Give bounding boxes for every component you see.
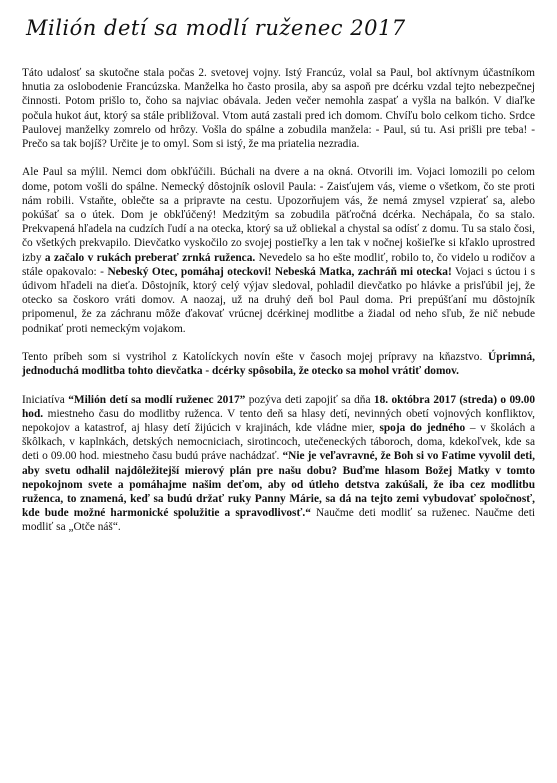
bold-text-run: 18. októbra 2017 (streda) o 09.00 hod.: [22, 393, 535, 420]
bold-text-run: a začalo v rukách preberať zrnká ruženca.: [44, 251, 256, 264]
text-run: Naučme deti modliť sa ruženec. Naučme deti modliť sa „Otče náš“.: [22, 507, 535, 534]
bold-text-run: spoja do jedného: [379, 422, 466, 435]
page-title: Milión detí sa modlí ruženec 2017: [26, 16, 406, 40]
bold-text-run: “Nie je veľavravné, že Boh si vo Fatime vyvolil deti, aby svetu odhalil najdôležitejší mierový plán pre našu dobu? Buďme hlasom Božej Matky v tomto nepokojnom svete a pomáhajme našim deťom, aby od útleho detstva zakúšali, že iba cez modlitbu ruženca, to znamená, keď sa budú držať ruky Panny Márie, sa dá na tejto zemi vybudovať spoločnosť, kde bude možné harmonické spolužitie a spravodlivosť.“: [22, 450, 535, 520]
paragraph-1: [22, 66, 535, 151]
text-run: Nevedelo sa ho ešte modliť, robilo to, čo videlo u rodičov a stále opakovalo: -: [22, 251, 535, 278]
bold-text-run: Úprimná, jednoduchá modlitba tohto dievčatka - dcérky spôsobila, že otecko sa mohol vrátiť domov.: [22, 351, 535, 378]
text-run: Táto udalosť sa skutočne stala počas 2. svetovej vojny. Istý Francúz, volal sa Paul, bol aktívnym účastníkom hnutia za oslobodenie Francúzska. Manželka ho často prosila, aby sa aspoň pre dcérku vzdal tejto nebezpečnej činnosti. Potom prišlo to, čoho sa najviac obávala. Jeden večer nemohla zaspať a vyšla na balkón. V diaľke počula hukot áut, ktorý sa stále približoval. Vtom autá zastali pred ich domom. Chvíľu bolo celkom ticho. Srdce Paulovej manželky zomrelo od hrôzy. Vošla do spálne a zobudila manžela: - Paul, sú tu. Asi prišli pre teba! - Prečo sa tak bojíš? Určite je to omyl. Som si istý, že ma priatelia nezradia.: [22, 67, 535, 151]
text-run: Vojaci s úctou i s údivom hľadeli na dieťa. Dôstojník, ktorý celý výjav sledoval, pohladil dievčatko po hlávke a prisľúbil jej, že otecko sa čoskoro vráti domov. A naozaj, už na druhý deň bol Paul doma. Pri prepúšťaní mu dôstojník pripomenul, že za záchranu môže ďakovať vrúcnej dcérkinej modlitbe a žiadal od neho sľub, že nič nebude podnikať proti nemeckým vojakom.: [22, 265, 535, 335]
text-run: Iniciatíva: [22, 393, 69, 406]
bold-text-run: Nebeský Otec, pomáhaj oteckovi! Nebeská Matka, zachráň mi otecka!: [107, 265, 452, 278]
text-run: – v školách a škôlkach, v kaplnkách, detských nemocniciach, sirotincoch, utečeneckých táboroch, doma, kdekoľvek, kde sa deti o 09.00 hod. miestneho času budú práve nachádzať.: [22, 422, 535, 463]
paragraph-4: [22, 393, 535, 535]
text-run: pozýva deti zapojiť sa dňa: [245, 393, 374, 406]
text-run: Ale Paul sa mýlil. Nemci dom obkľúčili. Búchali na dvere a na okná. Otvorili im. Vojaci lomozili po celom dome, potom vošli do spálne. Nemecký dôstojník oslovil Paula: - Zaisťujem vás, vieme o všetkom, čo ste proti nám robili. Vstaňte, oblečte sa a pripravte na cestu. Upozorňujem vás, že nemá zmysel vzpierať sa, alebo pokúšať sa o útek. Dom je obkľúčený! Medzitým sa zobudila päťročná dcérka. Nechápala, čo sa stalo. Prekvapená hľadela na cudzích ľudí a na otecka, ktorý sa už obliekal a chystal sa odísť z domu. Tu sa stalo čosi, čo všetkých prekvapilo. Dievčatko vyskočilo zo svojej postieľky a len tak v nočnej košieľke si kľaklo uprostred izby: [22, 166, 535, 264]
text-run: Tento príbeh som si vystrihol z Katolíckych novín ešte v časoch mojej prípravy na kňazstvo.: [22, 351, 489, 364]
paragraph-3: [22, 350, 535, 378]
document-body: [22, 66, 535, 535]
text-run: miestneho času do modlitby ruženca. V tento deň sa hlasy detí, nevinných obetí vojnových konfliktov, nepokojov a katastrof, aj hlasy detí žijúcich v krajinách, kde vládne mier,: [22, 407, 535, 435]
bold-text-run: “Milión detí sa modlí ruženec 2017”: [68, 393, 246, 406]
paragraph-2: [22, 165, 535, 335]
